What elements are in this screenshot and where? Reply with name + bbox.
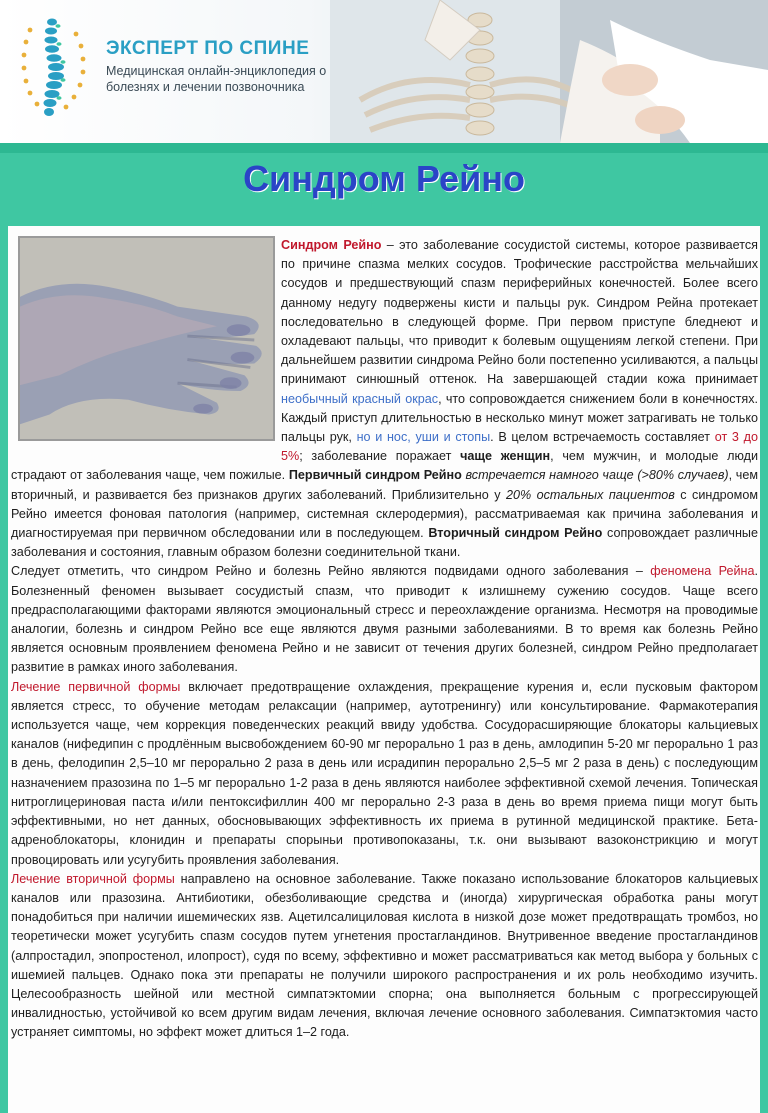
highlight-red-color: необычный красный окрас [281, 391, 439, 406]
brand-subtitle: Медицинская онлайн-энциклопедия о болезнях и лечении позвоночника [106, 64, 327, 94]
text-span: Следует отметить, что синдром Рейно и болезнь Рейно являются подвидами одного заболевания – [11, 564, 651, 579]
doctor-spine-photo [330, 0, 768, 143]
text-span: , чем вторичный, и развивается без признаков других заболеваний. Приблизительно у [11, 468, 758, 502]
text-span: – это заболевание сосудистой системы, которое развивается по причине спазма мелких сосудов. Трофические расстройства мельчайших сосудов и предшествующий спазм периферийных конечностей. Более всего данному недугу подвержены кисти и пальцы рук. Синдром Рейна протекает последовательно в следующей форме. При первом приступе бледнеют и охладевают пальцы, что приводит к болевым ощущениям легкой степени. При дальнейшем развитии синдрома Рейно боли постепенно усиливаются, а пальцы принимают синюшный оттенок. На завершающей стадии кожа принимает [281, 238, 758, 387]
text-span: сопровождает различные заболевания и состояния, главным образом болезни соединительной ткани. [11, 526, 758, 560]
highlight-nose-ears: но и нос, уши и стопы [356, 430, 491, 445]
bold-primary-syndrome: Первичный синдром Рейно [288, 468, 462, 483]
brand [106, 38, 346, 95]
text-span: направлено на основное заболевание. Также показано использование блокаторов кальциевых каналов или празозина. Антибиотики, обезболивающие средства и (иногда) хирургическая обработка раны могут понадобиться при наличии ишемических язв. Ацетилсалициловая кислота в низкой дозе может предотвращать тромбоз, но теоретически может усугубить спазм сосудов путем угнетения простагландинов. Внутривенное введение простагландинов (алпростадил, эпопростенол, илопрост), судя по всему, эффективно и может рассматриваться как метод выбора у больных с ишемией пальцев. Однако пока эти препараты не получили широкого распространения и их роль необходимо изучить. Целесообразность шейной или местной симпатэктомии спорна; она выполняется больным с прогрессирующей инвалидностью, устойчивой ко всем другим видам лечения, включая лечение основного заболевания. Симпатэктомия часто устраняет симптомы, но эффект может длиться 1–2 года. [11, 871, 758, 1040]
heading-primary-treatment: Лечение первичной формы [11, 679, 181, 694]
bold-secondary-syndrome: Вторичный синдром Рейно [428, 526, 603, 541]
article-panel [8, 226, 760, 1113]
text-span: включает предотвращение охлаждения, прекращение курения и, если пусковым фактором является стресс, то обучение методам релаксации (например, аутотренингу) или консультирование. Фармакотерапия используется чаще, чем коррекция поведенческих реакций ввиду удобства. Сосудорасширяющие блокаторы кальциевых каналов (нифедипин с продлённым высвобождением 60-90 мг перорально 1 раз в день, амлодипин 5-20 мг перорально 1 раз в день, фелодипин 2,5–10 мг перорально 2 раза в день или исрадипин перорально 2,5–5 мг 2 раза в день) с последующим назначением празозина по 1–5 мг перорально 1-2 раза в день являются наиболее эффективной схемой лечения. Топическая нитроглицериновая паста и/или пентоксифиллин 400 мг перорально 2-3 раза в день во время приема пищи могут быть эффективными, но нет данных, обосновывающих эффективность их приема в рутинной медицинской практике. Бета-адреноблокаторы, клонидин и препараты спорыньи противопоказаны, т.к. они вызывают вазоконстрикцию и могут провоцировать или усугубить проявления заболевания. [11, 679, 758, 867]
text-span: . В целом встречаемость составляет [490, 430, 715, 445]
bold-women: чаще женщин [460, 449, 551, 464]
heading-secondary-treatment: Лечение вторичной формы [11, 871, 175, 886]
spine-logo-icon [18, 12, 90, 120]
text-span: , чем мужчин, и молодые люди страдают от заболевания чаще, чем пожилые. [11, 449, 758, 483]
italic-frequency: встречается намного чаще (>80% случаев) [465, 468, 729, 483]
page-title: Синдром Рейно [243, 158, 525, 199]
site-header [0, 0, 768, 143]
paragraph-phenomenon [11, 562, 758, 677]
text-span: . Болезненный феномен вызывает сосудистый спазм, что приводит к излишнему сужению сосудов. Чаще всего предрасполагающими факторами являются эмоциональный стресс и переохлаждение организма. Несмотря на проводимые аналогии, болезнь и синдром Рейно все еще являются двумя разными заболеваниями. В то время как болезнь Рейно является основным проявлением феномена Рейно и не зависит от течения других болезней, синдром Рейно предполагает развитие в рамках иного заболевания. [11, 564, 758, 675]
highlight-prevalence: от 3 до 5% [281, 430, 758, 464]
highlight-phenomenon: феномена Рейна [650, 564, 755, 579]
header-divider [0, 143, 768, 153]
text-span: ; заболевание поражает [299, 449, 461, 464]
term-raynaud-syndrome: Синдром Рейно [281, 238, 382, 252]
text-span: , что сопровождается снижением боли в конечностях. Каждый приступ длительностью в несколько минут может затрагивать не только пальцы рук, [281, 391, 758, 445]
brand-title: ЭКСПЕРТ ПО СПИНЕ [106, 38, 310, 59]
paragraph-primary-treatment [11, 678, 758, 870]
paragraph-secondary-treatment [11, 870, 758, 1043]
italic-patients: 20% остальных пациентов [505, 487, 675, 502]
text-span: с синдромом Рейно имеется фоновая патология (например, системная склеродермия), рассматриваемая как причина заболевания и диагностируемая при первичном обследовании или в последующем. [11, 487, 758, 541]
article-text [11, 236, 758, 1043]
